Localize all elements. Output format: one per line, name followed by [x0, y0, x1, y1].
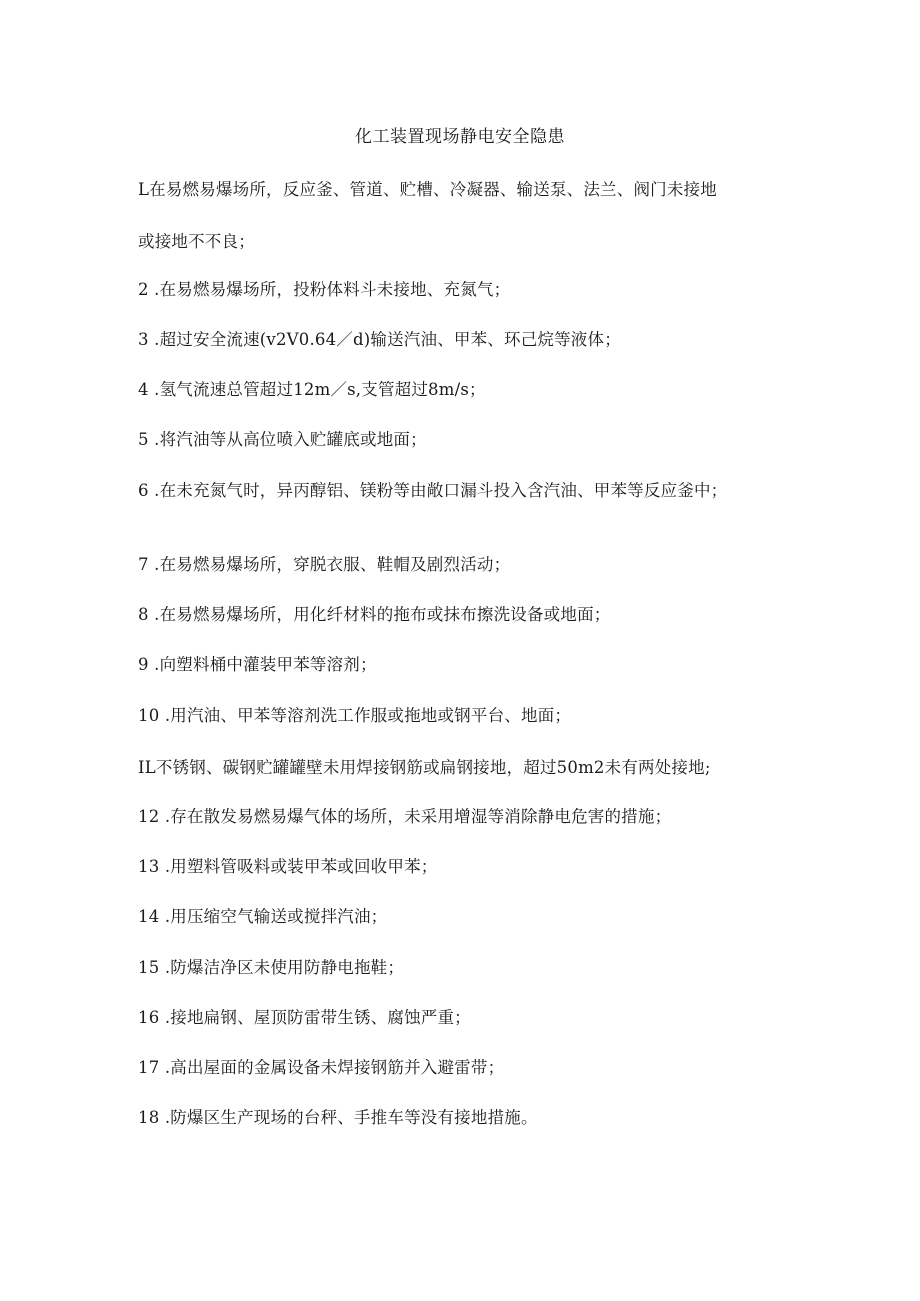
item-15: 15 .防爆洁净区未使用防静电拖鞋；	[138, 958, 405, 977]
item-8: 8 .在易燃易爆场所，用化纤材料的拖布或抹布擦洗设备或地面；	[138, 605, 611, 624]
item-1-line-2: 或接地不不良；	[138, 232, 255, 251]
document-title: 化工装置现场静电安全隐患	[355, 127, 565, 147]
item-7: 7 .在易燃易爆场所，穿脱衣服、鞋帽及剧烈活动；	[138, 555, 511, 574]
item-1-line-1: L在易燃易爆场所，反应釜、管道、贮槽、冷凝器、输送泵、法兰、阀门未接地	[138, 180, 717, 199]
item-12: 12 .存在散发易燃易爆气体的场所，未采用增湿等消除静电危害的措施；	[138, 807, 672, 826]
item-3: 3 .超过安全流速(v2V0.64／d)输送汽油、甲苯、环己烷等液体；	[138, 330, 621, 349]
item-16: 16 .接地扁钢、屋顶防雷带生锈、腐蚀严重；	[138, 1008, 471, 1027]
item-11: IL不锈钢、碳钢贮罐罐壁未用焊接钢筋或扁钢接地，超过50m2未有两处接地;	[138, 758, 711, 777]
item-4: 4 .氢气流速总管超过12m／s,支管超过8m/s；	[138, 380, 486, 399]
item-17: 17 .高出屋面的金属设备未焊接钢筋并入避雷带；	[138, 1058, 505, 1077]
item-18: 18 .防爆区生产现场的台秤、手推车等没有接地措施。	[138, 1108, 538, 1127]
item-10: 10 .用汽油、甲苯等溶剂洗工作服或拖地或钢平台、地面；	[138, 706, 572, 725]
item-2: 2 .在易燃易爆场所，投粉体料斗未接地、充氮气；	[138, 280, 511, 299]
item-9: 9 .向塑料桶中灌装甲苯等溶剂；	[138, 655, 377, 674]
item-14: 14 .用压缩空气输送或搅拌汽油；	[138, 907, 388, 926]
item-6: 6 .在未充氮气时，异丙醇铝、镁粉等由敞口漏斗投入含汽油、甲苯等反应釜中；	[138, 481, 728, 500]
item-13: 13 .用塑料管吸料或装甲苯或回收甲苯；	[138, 857, 438, 876]
item-5: 5 .将汽油等从高位喷入贮罐底或地面；	[138, 430, 427, 449]
